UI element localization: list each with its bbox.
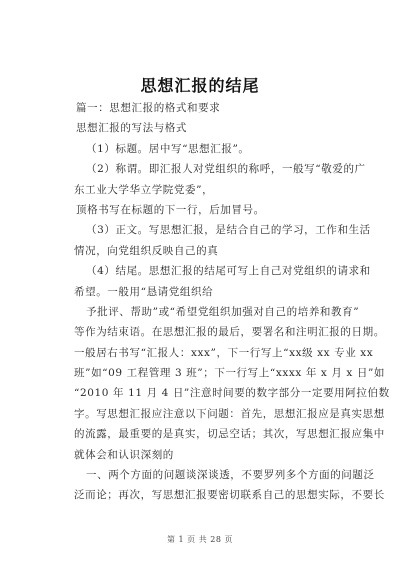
paragraph-line: “2010 年 11 月 4 日”注意时间要的数字部分一定要用阿拉伯数 [74,387,390,400]
paragraph-line: 予批评、帮助”或“希望党组织加强对自己的培养和教育” [86,305,360,318]
paragraph-line: 顶格书写在标题的下一行，后加冒号。 [76,203,265,216]
paragraph-line: 就体会和认识深刻的 [74,448,174,461]
paragraph-line: （2）称谓。即汇报人对党组织的称呼，一般写“敬爱的广 [86,163,366,176]
paragraph-line: （1）标题。居中写“思想汇报”。 [86,142,250,155]
document-body [74,98,390,506]
page-title: 思想汇报的结尾 [140,76,260,95]
paragraph-line: 班”如“09 工程管理 3 班”；下一行写上“xxxx 年 x 月 x 日”如 [74,367,386,380]
paragraph-line: （4）结尾。思想汇报的结尾可写上自己对党组织的请求和 [86,265,371,278]
page-number-footer: 第 1 页 共 28 页 [167,535,233,544]
paragraph-line: 泛而论；再次，写思想汇报要密切联系自己的思想实际，不要长 [74,489,385,502]
paragraph-line: 的流露，最重要的是真实，切忌空话；其次，写思想汇报应集中 [74,428,385,441]
paragraph-line: 一般居右书写“汇报人：xxx”，下一行写上“xx级 xx 专业 xx [74,346,374,359]
section-heading: 篇一：思想汇报的格式和要求 [76,102,221,114]
paragraph-line: 字。写思想汇报应注意以下问题：首先，思想汇报应是真实思想 [74,407,385,420]
paragraph-line: 希望。一般用“恳请党组织给 [74,285,214,298]
paragraph-line: （3）正文。写思想汇报，是结合自己的学习，工作和生活 [86,224,371,237]
paragraph-line: 东工业大学华立学院党委”， [74,183,214,196]
paragraph-line: 思想汇报的写法与格式 [76,122,187,135]
paragraph-line: 一、两个方面的问题谈深谈透，不要罗列多个方面的问题泛 [86,469,375,482]
paragraph-line: 等作为结束语。在思想汇报的最后，要署名和注明汇报的日期。 [74,326,385,339]
paragraph-line: 情况，向党组织反映自己的真 [74,244,219,257]
